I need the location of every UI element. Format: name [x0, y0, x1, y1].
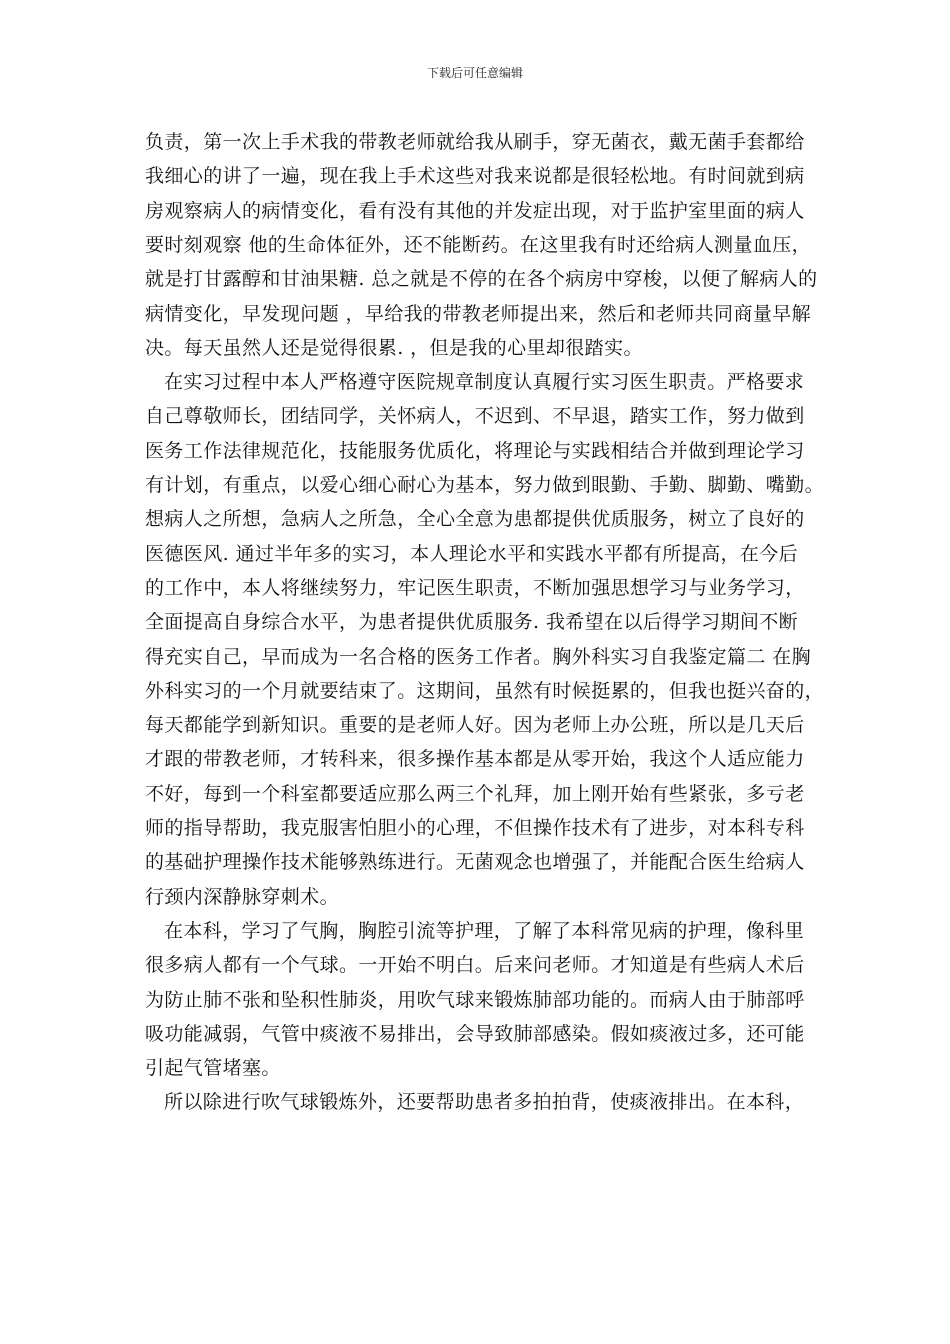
text-line: 在本科，学习了气胸，胸腔引流等护理，了解了本科常见病的护理，像科里	[164, 919, 805, 942]
text-line: 医德医风. 通过半年多的实习，本人理论水平和实践水平都有所提高，在今后	[145, 542, 799, 565]
text-line: 医务工作法律规范化，技能服务优质化，将理论与实践相结合并做到理论学习	[145, 439, 805, 462]
text-line: 师的指导帮助，我克服害怕胆小的心理，不但操作技术有了进步，对本科专科	[145, 817, 805, 839]
text-line: 外科实习的一个月就要结束了。这期间，虽然有时候挺累的，但我也挺兴奋的，	[145, 679, 825, 702]
text-line: 就是打甘露醇和甘油果糖. 总之就是不停的在各个病房中穿梭，以便了解病人的	[145, 268, 818, 291]
text-line: 每天都能学到新知识。重要的是老师人好。因为老师上办公班，所以是几天后	[145, 714, 805, 737]
text-line: 我细心的讲了一遍，现在我上手术这些对我来说都是很轻松地。有时间就到病	[145, 165, 805, 188]
text-line: 的工作中，本人将继续努力，牢记医生职责，不断加强思想学习与业务学习，	[145, 576, 805, 599]
text-line: 病情变化，早发现问题 ，早给我的带教老师提出来，然后和老师共同商量早解	[145, 302, 812, 325]
text-line: 所以除进行吹气球锻炼外，还要帮助患者多拍拍背，使痰液排出。在本科，	[164, 1091, 805, 1114]
text-line: 很多病人都有一个气球。一开始不明白。后来问老师。才知道是有些病人术后	[145, 954, 805, 977]
text-line: 得充实自己，早而成为一名合格的医务工作者。胸外科实习自我鉴定篇二 在胸	[145, 645, 812, 668]
text-line: 不好，每到一个科室都要适应那么两三个礼拜，加上刚开始有些紧张，多亏老	[145, 782, 805, 805]
text-line: 决。每天虽然人还是觉得很累. ，但是我的心里却很踏实。	[145, 336, 643, 359]
text-line: 为防止肺不张和坠积性肺炎，用吹气球来锻炼肺部功能的。而病人由于肺部呼	[145, 988, 805, 1011]
text-line: 有计划，有重点，以爱心细心耐心为基本，努力做到眼勤、手勤、脚勤、嘴勤。	[145, 474, 825, 496]
text-line: 才跟的带教老师，才转科来，很多操作基本都是从零开始，我这个人适应能力	[145, 748, 805, 771]
text-line: 房观察病人的病情变化，看有没有其他的并发症出现，对于监护室里面的病人	[145, 199, 805, 222]
text-line: 全面提高自身综合水平，为患者提供优质服务. 我希望在以后得学习期间不断	[145, 611, 799, 634]
text-line: 在实习过程中本人严格遵守医院规章制度认真履行实习医生职责。严格要求	[164, 371, 805, 394]
text-line: 行颈内深静脉穿刺术。	[145, 885, 340, 908]
download-note: 下载后可任意编辑	[426, 66, 523, 80]
text-line: 吸功能减弱，气管中痰液不易排出，会导致肺部感染。假如痰液过多，还可能	[145, 1022, 805, 1045]
text-line: 想病人之所想，急病人之所急，全心全意为患都提供优质服务，树立了良好的	[145, 508, 805, 531]
text-line: 要时刻观察 他的生命体征外，还不能断药。在这里我有时还给病人测量血压，	[145, 233, 812, 256]
text-line: 自己尊敬师长，团结同学，关怀病人，不迟到、不早退，踏实工作，努力做到	[145, 405, 805, 428]
text-line: 的基础护理操作技术能够熟练进行。无菌观念也增强了，并能配合医生给病人	[145, 851, 805, 874]
text-line: 负责，第一次上手术我的带教老师就给我从刷手，穿无菌衣，戴无菌手套都给	[145, 131, 805, 153]
text-line: 引起气管堵塞。	[145, 1057, 281, 1080]
